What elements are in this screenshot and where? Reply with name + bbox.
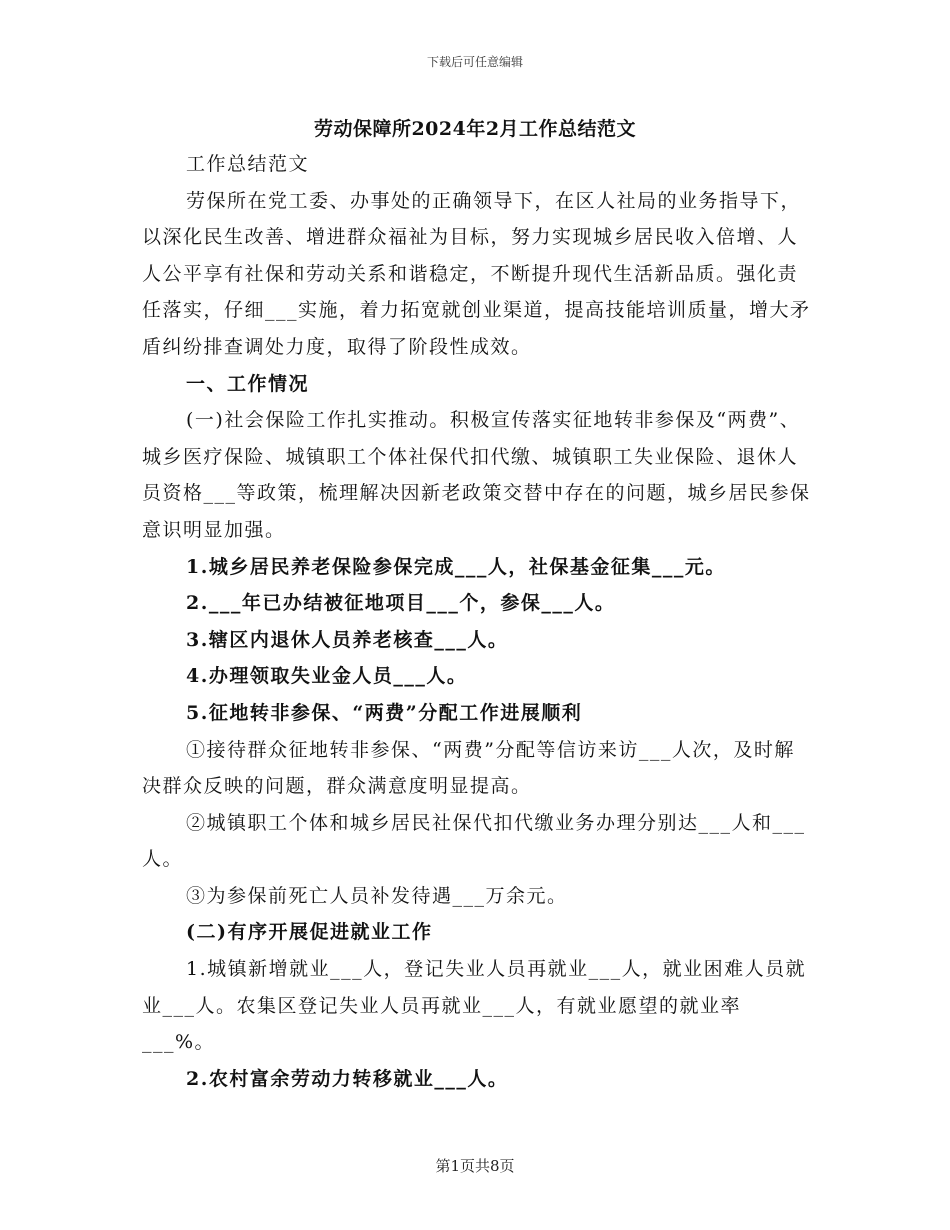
list-item: 4.办理领取失业金人员___人。 bbox=[186, 665, 468, 688]
list-item: 2.___年已办结被征地项目___个，参保___人。 bbox=[186, 592, 616, 615]
subsection-heading: (二)有序开展促进就业工作 bbox=[186, 921, 433, 944]
subtitle-paragraph: 工作总结范文 bbox=[186, 153, 310, 175]
intro-paragraph: 劳保所在党工委、办事处的正确领导下，在区人社局的业务指导下，以深化民生改善、增进群众福祉为目标，努力实现城乡居民收入倍增、人人公平享有社保和劳动关系和谐稳定，不断提升现代生活新品质。强化责任落实，仔细___实施，着力拓宽就创业渠道，提高技能培训质量，增大矛盾纠纷排查调处力度，取得了阶段性成效。 bbox=[142, 189, 811, 358]
body-paragraph: ①接待群众征地转非参保、“两费”分配等信访来访___人次，及时解决群众反映的问题，群众满意度明显提高。 bbox=[142, 738, 795, 798]
list-item: 5.征地转非参保、“两费”分配工作进展顺利 bbox=[186, 701, 583, 724]
body-paragraph: 1.城镇新增就业___人，登记失业人员再就业___人，就业困难人员就业___人。农集区登记失业人员再就业___人，有就业愿望的就业率___%。 bbox=[142, 958, 807, 1054]
document-body bbox=[142, 146, 814, 1097]
body-paragraph: ②城镇职工个体和城乡居民社保代扣代缴业务办理分别达___人和___人。 bbox=[142, 811, 806, 871]
list-item: 3.辖区内退休人员养老核查___人。 bbox=[186, 628, 509, 651]
page-number: 第1页共8页 bbox=[435, 1157, 515, 1175]
document-title: 劳动保障所2024年2月工作总结范文 bbox=[313, 118, 637, 140]
header-note: 下载后可任意编辑 bbox=[426, 55, 523, 69]
body-paragraph: (一)社会保险工作扎实推动。积极宣传落实征地转非参保及“两费”、城乡医疗保险、城镇职工个体社保代扣代缴、城镇职工失业保险、退休人员资格___等政策，梳理解决因新老政策交替中存在的问题，城乡居民参保意识明显加强。 bbox=[142, 409, 811, 541]
body-paragraph: ③为参保前死亡人员补发待遇___万余元。 bbox=[186, 884, 568, 907]
section-heading: 一、工作情况 bbox=[186, 372, 310, 395]
list-item: 2.农村富余劳动力转移就业___人。 bbox=[186, 1067, 509, 1090]
list-item: 1.城乡居民养老保险参保完成___人，社保基金征集___元。 bbox=[186, 555, 726, 578]
